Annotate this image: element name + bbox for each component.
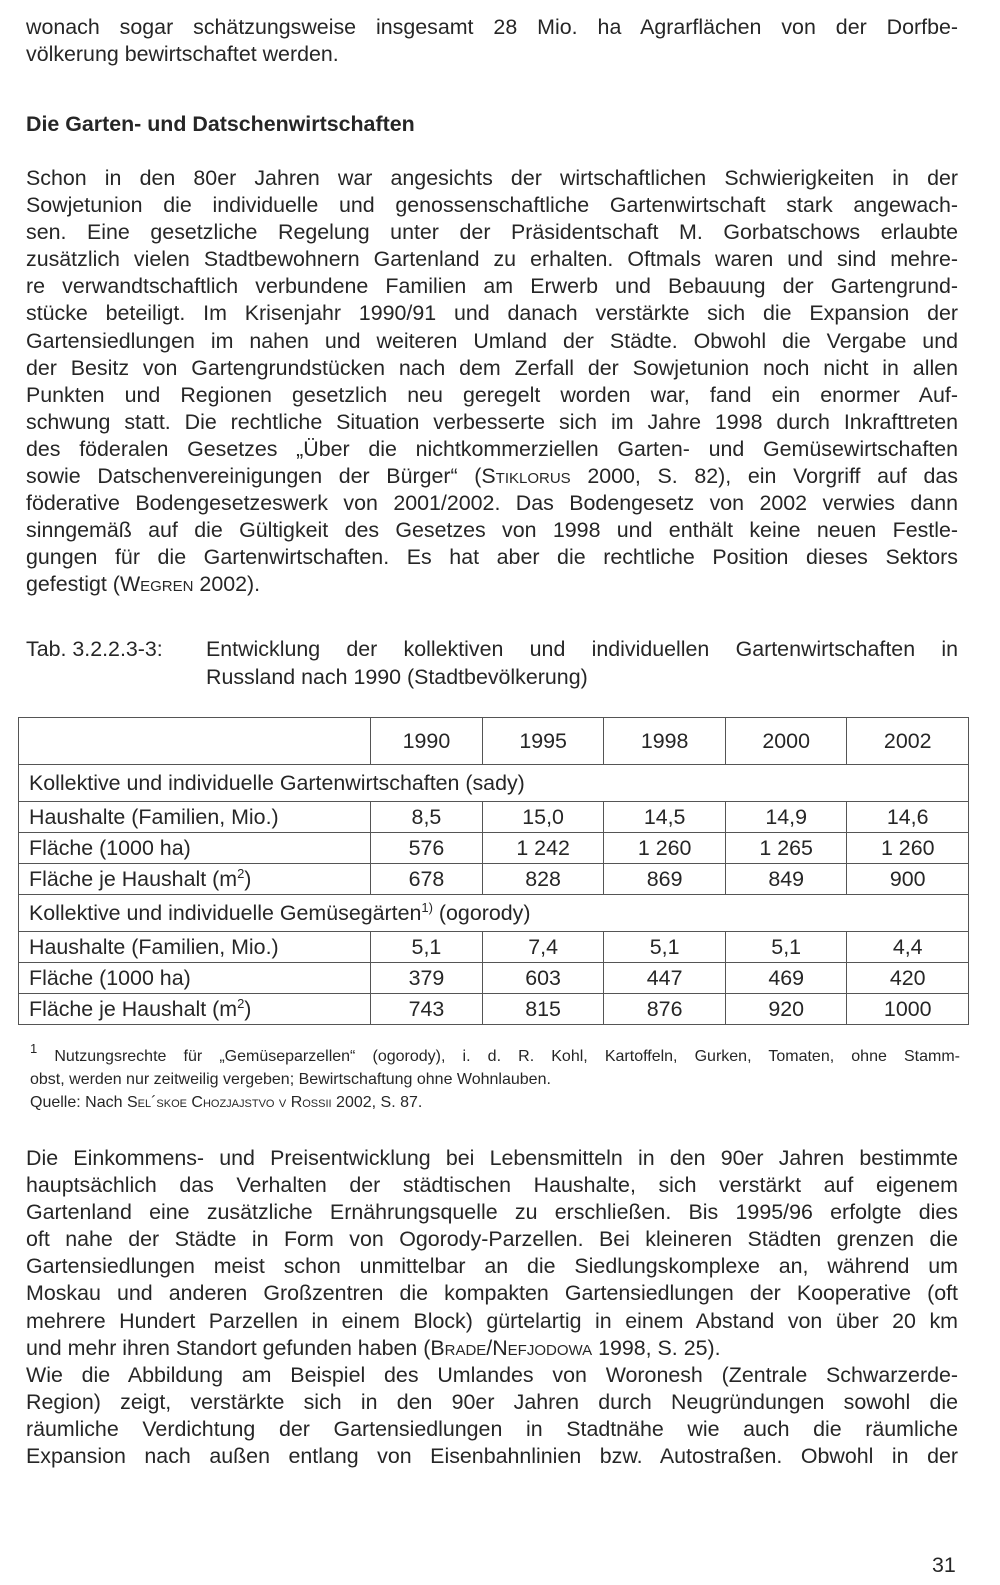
- text-line: Wie die Abbildung am Beispiel des Umlandes von Woronesh (Zentrale Schwarzerde-: [26, 1363, 958, 1387]
- citation-author: Wegren: [119, 572, 194, 597]
- table-cell: 15,0: [482, 802, 604, 833]
- text-fragment: und mehr ihren Standort gefunden haben (: [26, 1335, 431, 1360]
- table-header-year: 1998: [604, 718, 726, 765]
- table-cell: 1 260: [847, 833, 969, 864]
- table-row: [19, 994, 969, 1025]
- text-line: hauptsächlich das Verhalten der städtischen Haushalte, sich verstärkt auf eigenem: [26, 1173, 958, 1198]
- table-cell: 743: [371, 994, 483, 1025]
- table-cell: 876: [604, 994, 726, 1025]
- table-cell: 5,1: [725, 932, 847, 963]
- table-cell: 7,4: [482, 932, 604, 963]
- table-caption-label: Tab. 3.2.2.3-3:: [26, 637, 163, 661]
- table-cell: 1 265: [725, 833, 847, 864]
- text-line: Expansion nach außen entlang von Eisenbahnlinien bzw. Autostraßen. Obwohl in der: [26, 1444, 958, 1469]
- text-line: sinngemäß auf die Gültigkeit des Gesetzes von 1998 und enthält keine neuen Festle-: [26, 518, 958, 543]
- table-cell: 828: [482, 864, 604, 895]
- text-fragment: Fläche je Haushalt (m: [29, 996, 238, 1021]
- text-fragment: (ogorody): [432, 900, 531, 925]
- table-section-title: [19, 895, 969, 932]
- table-row-label: [19, 963, 371, 994]
- table-section-row: [19, 765, 969, 802]
- text-line: räumliche Verdichtung der Gartensiedlungen in Stadtnähe wie auch die räumliche: [26, 1417, 958, 1442]
- text-line: völkerung bewirtschaftet werden.: [26, 42, 339, 67]
- text-line: Entwicklung der kollektiven und individuellen Gartenwirtschaften in: [206, 637, 958, 661]
- text-fragment: Kollektive und individuelle Gartenwirtschaften (sady): [29, 770, 525, 795]
- table-cell: 14,5: [604, 802, 726, 833]
- table-cell: 869: [604, 864, 726, 895]
- table-row: [19, 802, 969, 833]
- page-number: 31: [932, 1553, 956, 1577]
- table-row: [19, 963, 969, 994]
- text-line: [26, 571, 958, 598]
- text-line: zusätzlich vielen Stadtbewohnern Gartenland zu erhalten. Oftmals waren und sind mehre-: [26, 247, 958, 272]
- table-cell: 14,6: [847, 802, 969, 833]
- table-header-year: 2000: [725, 718, 847, 765]
- table-row: [19, 932, 969, 963]
- text-line: sen. Eine gesetzliche Regelung unter der Präsidentschaft M. Gorbatschows erlaubte: [26, 220, 958, 245]
- footnote-line: [30, 1041, 960, 1068]
- text-fragment: Quelle: Nach: [30, 1094, 127, 1111]
- text-line: stücke beteiligt. Im Krisenjahr 1990/91 und danach verstärkte sich die Expansion der: [26, 301, 958, 326]
- text-line: Die Einkommens- und Preisentwicklung bei Lebensmitteln in den 90er Jahren bestimmte: [26, 1146, 958, 1170]
- table-cell: 920: [725, 994, 847, 1025]
- text-line: Gartensiedlungen im nahen und weiteren Umland der Städte. Obwohl die Vergabe und: [26, 328, 958, 353]
- table-header-year: 1995: [482, 718, 604, 765]
- text-fragment: Nutzungsrechte für „Gemüseparzellen“ (ogorody), i. d. R. Kohl, Kartoffeln, Gurken, Tomaten, ohne Stamm-: [37, 1048, 960, 1065]
- text-line: Sowjetunion die individuelle und genossenschaftliche Gartenwirtschaft stark angewach-: [26, 193, 958, 218]
- text-line: mehrere Hundert Parzellen in einem Block) gürtelartig in einem Abstand von über 20 km: [26, 1308, 958, 1333]
- text-line: Region) zeigt, verstärkte sich in den 90er Jahren durch Neugründungen sowohl die: [26, 1390, 958, 1415]
- table-row-label: [19, 864, 371, 895]
- table-header-year: 2002: [847, 718, 969, 765]
- text-fragment: gefestigt (: [26, 572, 120, 597]
- table-footnotes: [30, 1041, 960, 1114]
- text-fragment: 1998, S. 25).: [592, 1335, 721, 1360]
- paragraph-income-development: [26, 1145, 958, 1362]
- table-cell: 469: [725, 963, 847, 994]
- text-fragment: 2002).: [193, 572, 261, 597]
- citation-author: Brade/Nefjodowa: [430, 1335, 593, 1360]
- table-section-title: [19, 765, 969, 802]
- text-fragment: Haushalte (Familien, Mio.): [29, 934, 279, 959]
- text-line: gungen für die Gartenwirtschaften. Es hat aber die rechtliche Position dieses Sektors: [26, 545, 958, 570]
- text-line: [26, 1335, 958, 1362]
- superscript: 2: [237, 865, 245, 881]
- text-fragment: Fläche (1000 ha): [29, 965, 191, 990]
- table-header-blank: [19, 718, 371, 765]
- table-source: [30, 1091, 960, 1114]
- text-line: föderative Bodengesetzeswerk von 2001/2002. Das Bodengesetz von 2002 verwies dann: [26, 491, 958, 516]
- text-line: der Besitz von Gartengrundstücken nach dem Zerfall der Sowjetunion noch nicht in allen: [26, 355, 958, 380]
- table-cell: 5,1: [371, 932, 483, 963]
- text-fragment: sowie Datschenvereinigungen der Bürger“ (: [26, 464, 482, 489]
- table-cell: 603: [482, 963, 604, 994]
- text-fragment: ): [244, 866, 252, 891]
- text-line: re verwandtschaftlich verbundene Familien am Erwerb und Bebauung der Gartengrund-: [26, 274, 958, 299]
- text-line: Moskau und anderen Großzentren die kompakten Gartensiedlungen der Kooperative (oft: [26, 1281, 958, 1306]
- citation-author: Stiklorus: [481, 464, 571, 489]
- citation-source: Sel´skoe Chozjajstvo v Rossii: [126, 1094, 332, 1111]
- garden-statistics-table: [18, 717, 969, 1025]
- table-row-label: [19, 994, 371, 1025]
- text-line: Gartenland eine zusätzliche Ernährungsquelle zu erschließen. Bis 1995/96 erfolgte dies: [26, 1200, 958, 1225]
- table-cell: 849: [725, 864, 847, 895]
- table-cell: 900: [847, 864, 969, 895]
- table-cell: 815: [482, 994, 604, 1025]
- paragraph-woronesh-example: [26, 1362, 958, 1470]
- text-fragment: 2000, S. 82), ein Vorgriff auf das: [570, 464, 958, 489]
- table-cell: 4,4: [847, 932, 969, 963]
- table-cell: 1000: [847, 994, 969, 1025]
- text-line: Russland nach 1990 (Stadtbevölkerung): [206, 664, 588, 689]
- text-line: schwung statt. Die rechtliche Situation verbesserte sich im Jahre 1998 durch Inkrafttreten: [26, 409, 958, 434]
- text-fragment: 2002, S. 87.: [331, 1094, 423, 1111]
- table-row-label: [19, 802, 371, 833]
- paragraph-garden-history: [26, 165, 958, 599]
- table-header-year: 1990: [371, 718, 483, 765]
- table-caption-text: [206, 636, 958, 691]
- text-fragment: Fläche (1000 ha): [29, 835, 191, 860]
- text-fragment: ): [244, 996, 252, 1021]
- table-cell: 379: [371, 963, 483, 994]
- table-cell: 1 260: [604, 833, 726, 864]
- intro-paragraph: [26, 14, 958, 68]
- text-line: Gartensiedlungen meist schon unmittelbar an die Siedlungskomplexe an, während um: [26, 1254, 958, 1279]
- table-body: [19, 765, 969, 1025]
- text-line: oft nahe der Städte in Form von Ogorody-Parzellen. Bei kleineren Städten grenzen die: [26, 1227, 958, 1252]
- table-cell: 8,5: [371, 802, 483, 833]
- table-row: [19, 864, 969, 895]
- table-cell: 1 242: [482, 833, 604, 864]
- table-row: [19, 833, 969, 864]
- table-row-label: [19, 932, 371, 963]
- table-cell: 420: [847, 963, 969, 994]
- table-cell: 14,9: [725, 802, 847, 833]
- text-fragment: Fläche je Haushalt (m: [29, 866, 238, 891]
- text-line: Punkten und Regionen gesetzlich neu geregelt worden war, fand ein enormer Auf-: [26, 382, 958, 407]
- table-row-label: [19, 833, 371, 864]
- footnote-line: obst, werden nur zeitweilig vergeben; Bewirtschaftung ohne Wohnlauben.: [30, 1071, 551, 1088]
- table-cell: 5,1: [604, 932, 726, 963]
- text-fragment: Kollektive und individuelle Gemüsegärten: [29, 900, 422, 925]
- table-section-row: [19, 895, 969, 932]
- text-line: Schon in den 80er Jahren war angesichts der wirtschaftlichen Schwierigkeiten in der: [26, 166, 958, 190]
- text-fragment: Haushalte (Familien, Mio.): [29, 804, 279, 829]
- table-header-row: [19, 718, 969, 765]
- table-cell: 447: [604, 963, 726, 994]
- section-heading: Die Garten- und Datschenwirtschaften: [26, 112, 415, 136]
- text-line: des föderalen Gesetzes „Über die nichtkommerziellen Garten- und Gemüsewirtschaften: [26, 436, 958, 461]
- table-cell: 576: [371, 833, 483, 864]
- table-cell: 678: [371, 864, 483, 895]
- footnote-reference: 1): [421, 899, 433, 915]
- superscript: 2: [237, 995, 245, 1011]
- text-line: [26, 463, 958, 490]
- footnote-marker: 1: [30, 1041, 38, 1056]
- text-line: wonach sogar schätzungsweise insgesamt 28 Mio. ha Agrarflächen von der Dorfbe-: [26, 15, 958, 39]
